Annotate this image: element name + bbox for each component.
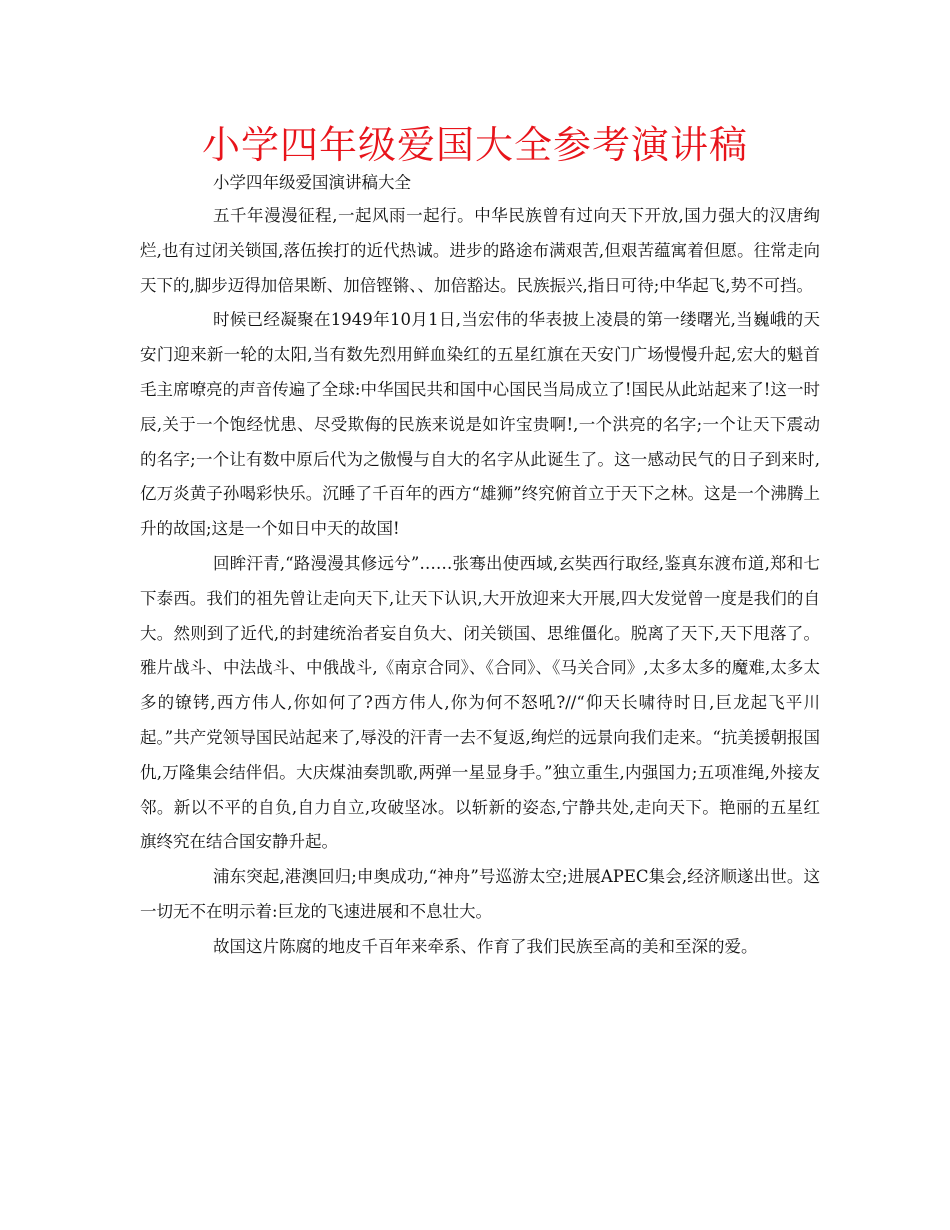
document-subtitle: 小学四年级爱国演讲稿大全 [213,173,411,192]
document-title: 小学四年级爱国大全参考演讲稿 [201,123,748,167]
document-body [140,199,820,965]
paragraph: 时候已经凝聚在1949年10月1日,当宏伟的华表披上凌晨的第一缕曙光,当巍峨的天安门迎来新一轮的太阳,当有数先烈用鲜血染红的五星红旗在天安门广场慢慢升起,宏大的魁首毛主席嘹亮的声音传遍了全球:中华国民共和国中心国民当局成立了!国民从此站起来了!这一时辰,关于一个饱经忧患、尽受欺侮的民族来说是如许宝贵啊!,一个洪亮的名字;一个让天下震动的名字;一个让有数中原后代为之傲慢与自大的名字从此诞生了。这一感动民气的日子到来时,亿万炎黄子孙喝彩快乐。沉睡了千百年的西方“雄狮”终究俯首立于天下之林。这是一个沸腾上升的故国;这是一个如日中天的故国! [140,310,820,539]
paragraph: 浦东突起,港澳回归;申奥成功,“神舟”号巡游太空;进展APEC集会,经济顺遂出世。这一切无不在明示着:巨龙的飞速进展和不息壮大。 [140,867,820,921]
paragraph: 故国这片陈腐的地皮千百年来牵系、作育了我们民族至高的美和至深的爱。 [213,936,758,956]
paragraph: 回眸汗青,“路漫漫其修远兮”……张骞出使西域,玄奘西行取经,鉴真东渡布道,郑和七下泰西。我们的祖先曾让走向天下,让天下认识,大开放迎来大开展,四大发觉曾一度是我们的自大。然则到了近代,的封建统治者妄自负大、闭关锁国、思维僵化。脱离了天下,天下甩落了。雅片战斗、中法战斗、中俄战斗,《南京合同》、《合同》、《马关合同》,太多太多的魔难,太多太多的镣铐,西方伟人,你如何了?西方伟人,你为何不怒吼?//“仰天长啸待时日,巨龙起飞平川起。”共产党领导国民站起来了,辱没的汗青一去不复返,绚烂的远景向我们走来。“抗美援朝报国仇,万隆集会结伴侣。大庆煤油奏凯歌,两弹一星显身手。”独立重生,内强国力;五项准绳,外接友邻。新以不平的自负,自力自立,攻破坚冰。以斩新的姿态,宁静共处,走向天下。艳丽的五星红旗终究在结合国安静升起。 [140,553,820,852]
paragraph: 五千年漫漫征程,一起风雨一起行。中华民族曾有过向天下开放,国力强大的汉唐绚烂,也有过闭关锁国,落伍挨打的近代热诚。进步的路途布满艰苦,但艰苦蕴寓着但愿。往常走向天下的,脚步迈得加倍果断、加倍铿锵、、加倍豁达。民族振兴,指日可待;中华起飞,势不可挡。 [140,206,820,295]
